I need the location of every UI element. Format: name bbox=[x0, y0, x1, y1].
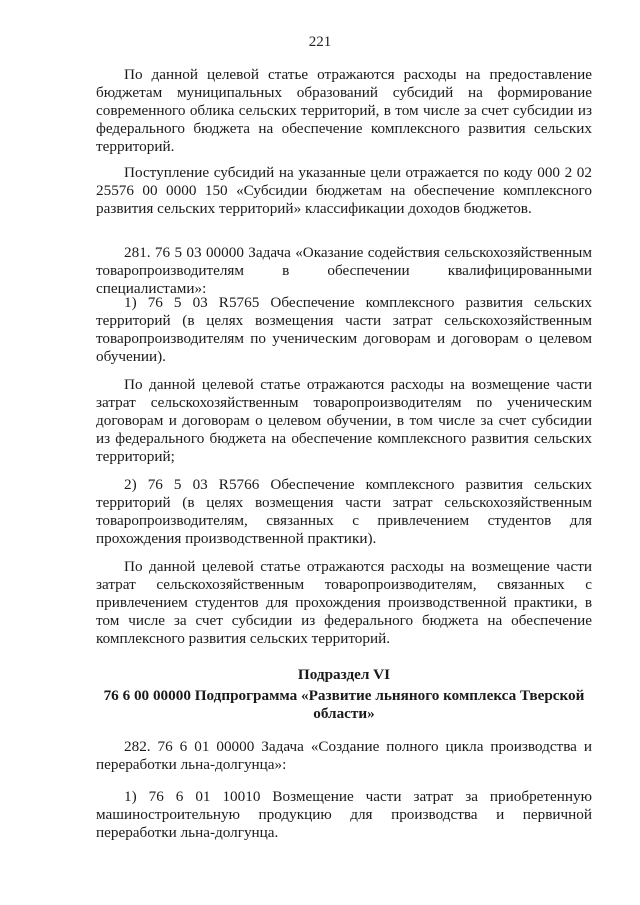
paragraph-9: 1) 76 6 01 10010 Возмещение части затрат за приобретенную машиностроительную продукцию для производства и первичной переработки льна-долгунца. bbox=[96, 788, 592, 841]
subsection-title: Подраздел VI bbox=[297, 666, 391, 683]
paragraph-5: По данной целевой статье отражаются расходы на возмещение части затрат сельскохозяйственным товаропроизводителям по ученическим договорам и договорам о целевом обучении, в том числе за счет субсидии из федерального бюджета на обеспечение комплексного развития сельских территорий; bbox=[96, 376, 592, 465]
paragraph-3: 281. 76 5 03 00000 Задача «Оказание содействия сельскохозяйственным товаропроизводителям в обеспечении квалифицированными специалистами»: bbox=[96, 244, 592, 297]
subsection-subtitle: 76 6 00 00000 Подпрограмма «Развитие льняного комплекса Тверской области» bbox=[103, 687, 585, 722]
page-number: 221 bbox=[308, 34, 332, 50]
paragraph-6: 2) 76 5 03 R5766 Обеспечение комплексного развития сельских территорий (в целях возмещения части затрат сельскохозяйственным товаропроизводителям, связанных с привлечением студентов для прохождения производственной практики). bbox=[96, 476, 592, 547]
paragraph-2: Поступление субсидий на указанные цели отражается по коду 000 2 02 25576 00 0000 150 «Субсидии бюджетам на обеспечение комплексного развития сельских территорий» классификации доходов бюджетов. bbox=[96, 164, 592, 217]
paragraph-8: 282. 76 6 01 00000 Задача «Создание полного цикла производства и переработки льна-долгунца»: bbox=[96, 738, 592, 773]
paragraph-7: По данной целевой статье отражаются расходы на возмещение части затрат сельскохозяйственным товаропроизводителям, связанных с привлечением студентов для прохождения производственной практики, в том числе за счет субсидии из федерального бюджета на обеспечение комплексного развития сельских территорий. bbox=[96, 558, 592, 647]
paragraph-1: По данной целевой статье отражаются расходы на предоставление бюджетам муниципальных образований субсидий на формирование современного облика сельских территорий, в том числе за счет субсидии из федерального бюджета на обеспечение комплексного развития сельских территорий. bbox=[96, 66, 592, 155]
paragraph-4: 1) 76 5 03 R5765 Обеспечение комплексного развития сельских территорий (в целях возмещения части затрат сельскохозяйственным товаропроизводителям по ученическим договорам и договорам о целевом обучении). bbox=[96, 294, 592, 365]
